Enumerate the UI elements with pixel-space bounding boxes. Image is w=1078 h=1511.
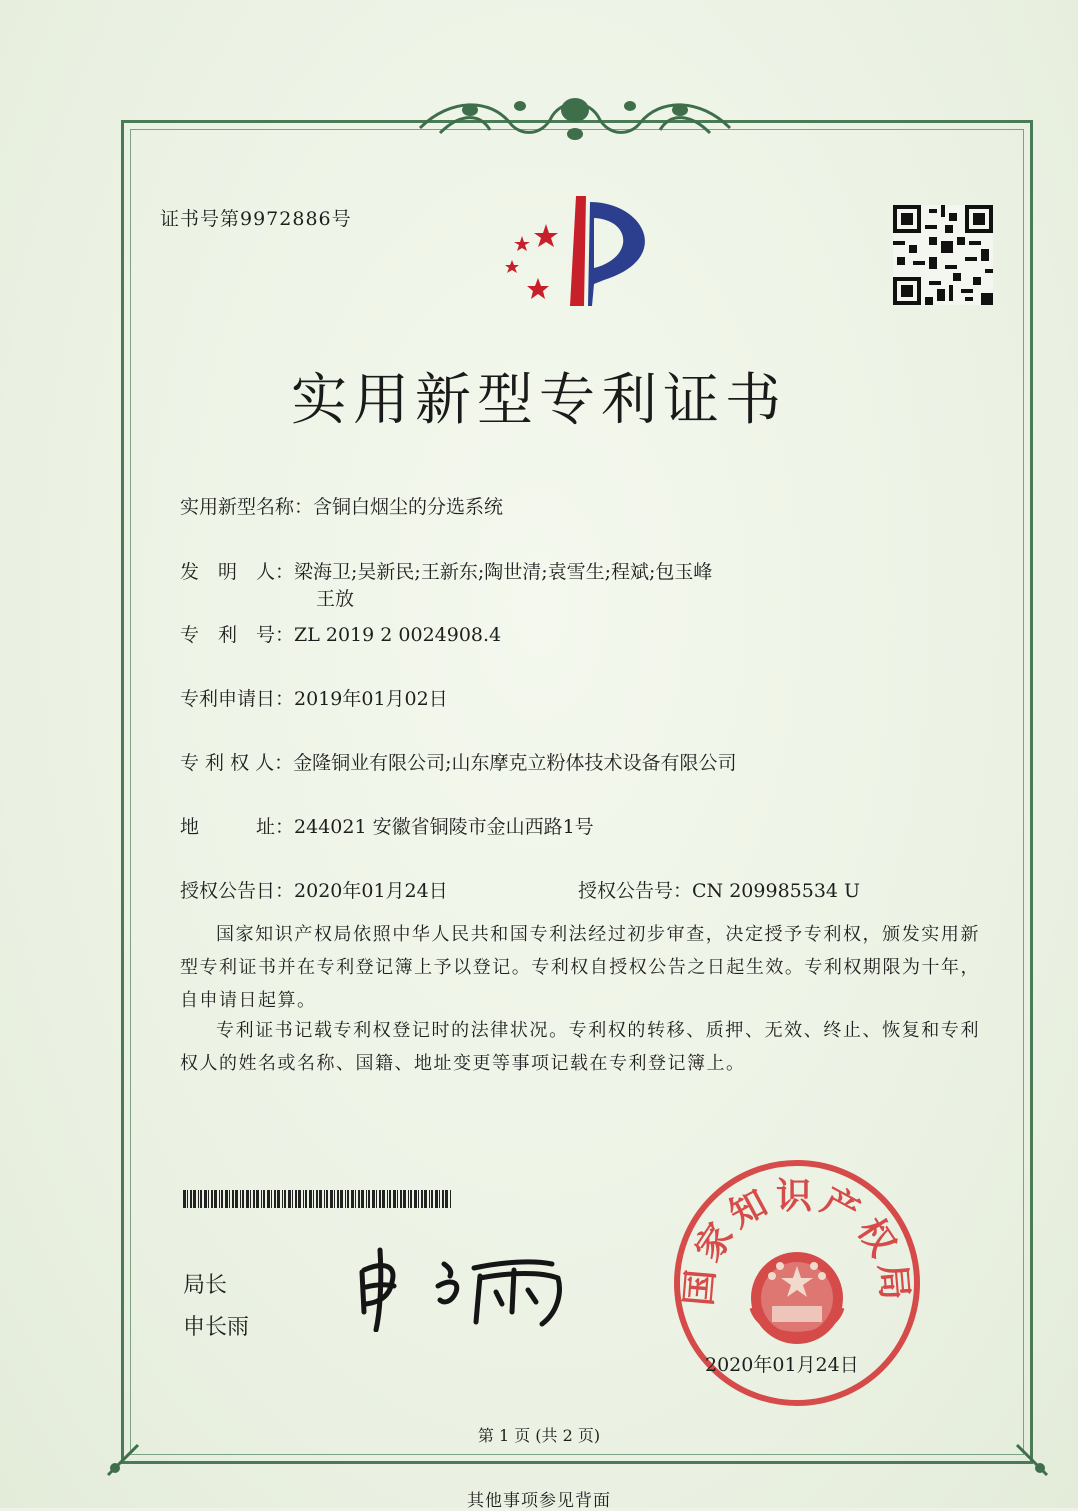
barcode-bar <box>225 1190 228 1208</box>
barcode-bar <box>263 1190 265 1208</box>
barcode-bar <box>376 1190 377 1208</box>
certificate-title: 实用新型专利证书 <box>291 368 787 433</box>
statement-paragraph-2: 专利证书记载专利权登记时的法律状况。专利权的转移、质押、无效、终止、恢复和专利权人的姓名或名称、国籍、地址变更等事项记载在专利登记簿上。 <box>180 1020 980 1074</box>
barcode-bar <box>351 1190 354 1208</box>
barcode-bar <box>445 1190 448 1208</box>
barcode-bar <box>439 1190 440 1208</box>
barcode-bar <box>219 1190 220 1208</box>
barcode-bar <box>198 1190 199 1208</box>
barcode-bar <box>292 1190 293 1208</box>
barcode-bar <box>421 1190 423 1208</box>
barcode-bar <box>347 1190 349 1208</box>
barcode-bar <box>221 1190 223 1208</box>
inventor-value-line2: 王放 <box>316 588 355 610</box>
barcode-bar <box>208 1190 209 1208</box>
barcode-bar <box>214 1190 217 1208</box>
corner-ornament-right <box>1012 1440 1052 1480</box>
barcode-bar <box>400 1190 402 1208</box>
barcode-bar <box>250 1190 251 1208</box>
barcode-bar <box>442 1190 444 1208</box>
cnipa-logo-icon <box>494 188 664 318</box>
barcode-bar <box>429 1190 430 1208</box>
barcode-bar <box>305 1190 307 1208</box>
barcode-bar <box>379 1190 381 1208</box>
barcode-bar <box>282 1190 283 1208</box>
barcode-bar <box>326 1190 328 1208</box>
barcode-bar <box>298 1190 301 1208</box>
footer-note: 其他事项参见背面 <box>467 1491 611 1511</box>
grant-number-row <box>578 876 860 903</box>
barcode-bar <box>277 1190 280 1208</box>
grant-date-label: 授权公告日： <box>180 880 295 902</box>
barcode-bar <box>313 1190 314 1208</box>
director-title: 局长 <box>183 1273 228 1298</box>
filing-date-label: 专利申请日： <box>180 688 295 710</box>
barcode-bar <box>246 1190 249 1208</box>
barcode-bar <box>183 1190 186 1208</box>
inventor-label: 发 明 人： <box>180 561 295 583</box>
director-name: 申长雨 <box>183 1315 250 1340</box>
corner-ornament-left <box>103 1440 143 1480</box>
barcode-bar <box>267 1190 270 1208</box>
barcode-bar <box>340 1190 343 1208</box>
barcode-bar <box>337 1190 339 1208</box>
name-value: 含铜白烟尘的分选系统 <box>313 496 504 518</box>
barcode-bar <box>424 1190 427 1208</box>
barcode-bar <box>284 1190 286 1208</box>
certificate-number: 证书号第9972886号 <box>160 208 352 230</box>
barcode-bar <box>211 1190 213 1208</box>
barcode-bar <box>200 1190 202 1208</box>
barcode-bar <box>372 1190 375 1208</box>
barcode-bar <box>397 1190 398 1208</box>
seal-text: 国家知识产权局 <box>678 1176 916 1308</box>
top-ornament <box>410 88 740 148</box>
barcode-bar <box>330 1190 333 1208</box>
barcode-bar <box>410 1190 412 1208</box>
barcode-bar <box>274 1190 276 1208</box>
statement-paragraph-1: 国家知识产权局依照中华人民共和国专利法经过初步审查，决定授予专利权，颁发实用新型专利证书并在专利登记簿上予以登记。专利权自授权公告之日起生效。专利权期限为十年，自申请日起算。 <box>180 924 980 1011</box>
patentee-value: 金隆铜业有限公司;山东摩克立粉体技术设备有限公司 <box>293 752 737 774</box>
barcode-bar <box>229 1190 230 1208</box>
barcode-bar <box>389 1190 391 1208</box>
barcode-bar <box>345 1190 346 1208</box>
barcode-bar <box>358 1190 360 1208</box>
barcode-bar <box>232 1190 234 1208</box>
barcode-bar <box>382 1190 385 1208</box>
filing-date-value: 2019年01月02日 <box>294 688 448 710</box>
barcode-bar <box>418 1190 419 1208</box>
seal-date: 2020年01月24日 <box>705 1354 859 1376</box>
barcode-bar <box>431 1190 433 1208</box>
barcode-bar <box>242 1190 244 1208</box>
address-label: 地 址： <box>180 816 295 838</box>
barcode-bar <box>235 1190 238 1208</box>
utility-model-name-row <box>180 492 503 519</box>
barcode-bar <box>393 1190 396 1208</box>
barcode-bar <box>334 1190 335 1208</box>
barcode-bar <box>253 1190 255 1208</box>
grant-number-value: CN 209985534 U <box>692 880 861 902</box>
barcode-bar <box>435 1190 438 1208</box>
barcode-bar <box>368 1190 370 1208</box>
grant-number-label: 授权公告号： <box>578 880 693 902</box>
barcode-bar <box>414 1190 417 1208</box>
grant-date-value: 2020年01月24日 <box>294 880 448 902</box>
barcode-bar <box>261 1190 262 1208</box>
barcode-bar <box>316 1190 318 1208</box>
qr-code-icon <box>893 205 993 305</box>
barcode-icon <box>183 1190 453 1208</box>
patent-number-label: 专 利 号： <box>180 624 295 646</box>
barcode-bar <box>366 1190 367 1208</box>
address-row <box>180 812 594 839</box>
barcode-bar <box>319 1190 322 1208</box>
barcode-bar <box>256 1190 259 1208</box>
barcode-bar <box>324 1190 325 1208</box>
filing-date-row <box>180 684 448 711</box>
barcode-bar <box>355 1190 356 1208</box>
page-number: 第 1 页 (共 2 页) <box>477 1426 601 1445</box>
grant-date-row <box>180 876 448 903</box>
barcode-bar <box>288 1190 291 1208</box>
patentee-row <box>180 748 737 775</box>
barcode-bar <box>204 1190 207 1208</box>
inventor-value: 梁海卫;吴新民;王新东;陶世清;袁雪生;程斌;包玉峰 <box>294 561 713 583</box>
patent-number-row <box>180 620 501 647</box>
barcode-bar <box>271 1190 272 1208</box>
barcode-bar <box>450 1190 451 1208</box>
name-label: 实用新型名称： <box>180 496 314 518</box>
barcode-bar <box>309 1190 312 1208</box>
address-value: 244021 安徽省铜陵市金山西路1号 <box>294 816 594 838</box>
inventor-row <box>180 557 712 584</box>
patent-number-value: ZL 2019 2 0024908.4 <box>294 624 502 646</box>
barcode-bar <box>240 1190 241 1208</box>
barcode-bar <box>403 1190 406 1208</box>
barcode-bar <box>303 1190 304 1208</box>
barcode-bar <box>408 1190 409 1208</box>
barcode-bar <box>295 1190 297 1208</box>
barcode-bar <box>190 1190 192 1208</box>
barcode-bar <box>361 1190 364 1208</box>
patentee-label: 专 利 权 人： <box>180 752 294 774</box>
barcode-bar <box>387 1190 388 1208</box>
director-signature <box>352 1242 592 1332</box>
barcode-bar <box>187 1190 188 1208</box>
barcode-bar <box>193 1190 196 1208</box>
